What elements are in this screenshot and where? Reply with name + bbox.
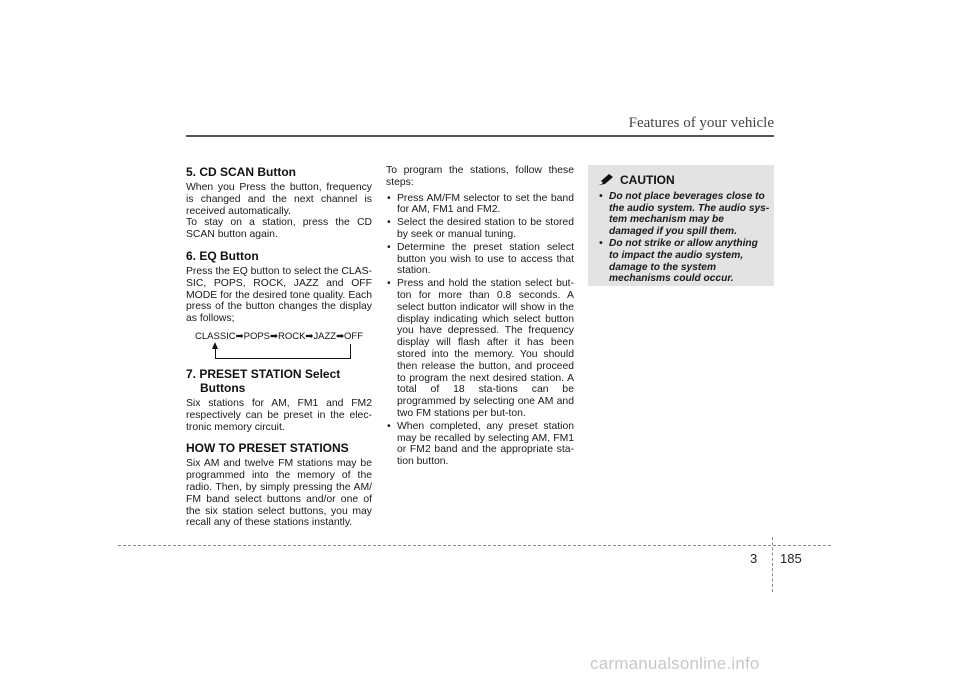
- cd-scan-paragraph-2: To stay on a station, press the CD SCAN button again.: [186, 217, 372, 241]
- caution-header: [598, 172, 675, 188]
- caution-item: • Do not place beverages close to the audio system. The audio sys-tem mechanism may be damaged if you spill them.: [598, 191, 770, 237]
- preset-station-paragraph: Six stations for AM, FM1 and FM2 respectively can be preset in the elec-tronic memory circuit.: [186, 397, 372, 433]
- page-number: 185: [780, 551, 802, 566]
- page-number-separator: [772, 537, 773, 592]
- program-step: • Press AM/FM selector to set the band for AM, FM1 and FM2.: [386, 193, 574, 217]
- program-step: • Select the desired station to be stored by seek or manual tuning.: [386, 217, 574, 241]
- header-rule: [186, 135, 774, 137]
- cd-scan-heading: 5. CD SCAN Button: [186, 165, 296, 179]
- caution-box: [588, 165, 774, 286]
- cycle-line-right: [350, 344, 351, 359]
- how-to-preset-paragraph: Six AM and twelve FM stations may be programmed into the memory of the radio. Then, by simply pressing the AM/ FM band select buttons and/or one of the six station select buttons, you may recall any of these stations instantly.: [186, 458, 372, 529]
- caution-title: CAUTION: [620, 173, 675, 187]
- program-steps-list: [386, 193, 574, 468]
- cycle-line-left: [215, 344, 216, 358]
- eq-mode-sequence-diagram: [186, 331, 372, 361]
- watermark: carmanualsonline.info: [590, 654, 760, 673]
- eq-heading: 6. EQ Button: [186, 248, 259, 263]
- right-column: [386, 165, 574, 469]
- cd-scan-paragraph-1: When you Press the button, frequency is changed and the next channel is received automatically.: [186, 182, 372, 217]
- program-step: • Press and hold the station select but-ton for more than 0.8 seconds. A select button indicator will show in the display indicating which select button you have depressed. The frequency display will flash after it has been stored into the memory. You should then release the button, and proceed to program the next desired station. A total of 18 sta-tions can be programmed by selecting one AM and two FM stations per but-ton.: [386, 278, 574, 420]
- chapter-number: 3: [750, 551, 758, 566]
- program-step: • When completed, any preset station may be recalled by selecting AM, FM1 or FM2 band and the appropriate sta-tion button.: [386, 421, 574, 468]
- running-header-title: Features of your vehicle: [628, 115, 774, 131]
- left-column: [186, 165, 372, 529]
- program-step: • Determine the preset station select button you wish to use to access that station.: [386, 242, 574, 277]
- preset-station-heading: 7. PRESET STATION Select Buttons: [186, 366, 341, 395]
- pencil-icon: [598, 174, 614, 186]
- how-to-preset-heading: HOW TO PRESET STATIONS: [186, 441, 349, 456]
- footer-rule: [118, 545, 831, 546]
- eq-paragraph: Press the EQ button to select the CLAS-SIC, POPS, ROCK, JAZZ and OFF MODE for the desired tone quality. Each press of the button changes the display as follows;: [186, 265, 372, 325]
- eq-mode-sequence: CLASSIC➡POPS➡ROCK➡JAZZ➡OFF: [195, 330, 364, 342]
- program-intro: To program the stations, follow these steps:: [386, 165, 574, 188]
- cycle-line-bottom: [215, 358, 351, 359]
- caution-item: • Do not strike or allow anything to impact the audio system, damage to the system mechanisms could occur.: [598, 238, 770, 284]
- caution-list: [598, 191, 770, 286]
